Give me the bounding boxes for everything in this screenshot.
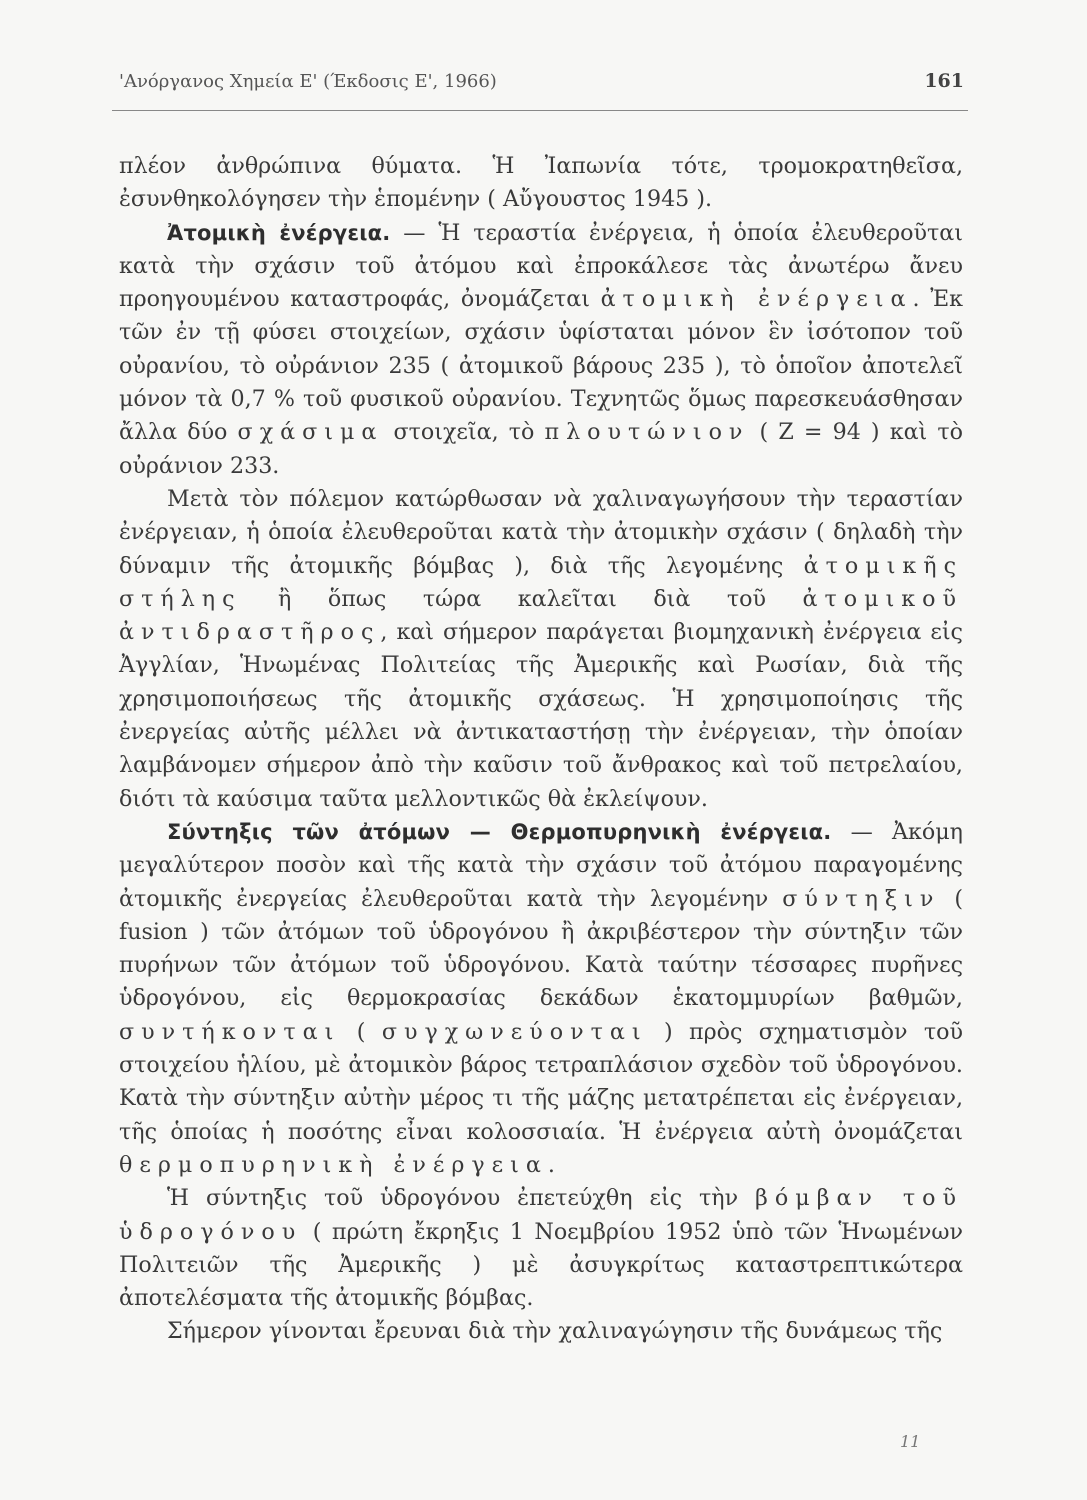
spaced-term: ἀτομικῆς στήλης	[119, 552, 963, 612]
text-run: (	[340, 1018, 382, 1045]
paragraph-atomic-energy	[119, 217, 963, 483]
text-run: ( Z = 94 ) καὶ τὸ οὐράνιον 233.	[119, 419, 964, 479]
text-run: ( πρώτη ἔκρηξις 1 Νοεμβρίου 1952 ὑπὸ τῶν Ἡνωμένων Πολιτειῶν τῆς Ἀμερικῆς ) μὲ ἀσυγκρίτως καταστρεπτικώτερα ἀποτελέσματα τῆς ἀτομικῆς βόμβας.	[119, 1218, 963, 1312]
text-run: . Ἐκ τῶν ἐν τῇ φύσει στοιχείων, σχάσιν ὑφίσταται μόνον ἓν ἰσότοπον τοῦ οὐρανίου, τὸ οὐράνιον 235 ( ἀτομικοῦ βάρους 235 ), τὸ ὁποῖον ἀποτελεῖ μόνον τὰ 0,7 % τοῦ φυσικοῦ οὐρανίου. Τεχνητῶς ὅμως παρεσκευάσθησαν ἄλλα δύο	[119, 286, 963, 446]
spaced-term: βόμβαν τοῦ ὑδρογόνου	[119, 1185, 963, 1245]
section-heading-atomic-energy: Ἀτομικὴ ἐνέργεια.	[167, 220, 391, 245]
page-body	[119, 150, 963, 1349]
text-run: , καὶ σήμερον παράγεται βιομηχανικὴ ἐνέργεια εἰς Ἀγγλίαν, Ἡνωμένας Πολιτείας τῆς Ἀμερικῆς καὶ Ρωσίαν, διὰ τῆς χρησιμοποιήσεως τῆς ἀτομικῆς σχάσεως. Ἡ χρησιμοποίησις τῆς ἐνεργείας αὐτῆς μέλλει νὰ ἀντικαταστήσῃ τὴν ἐνέργειαν, τὴν ὁποίαν λαμβάνομεν σήμερον ἀπὸ τὴν καῦσιν τοῦ ἄνθρακος καὶ τοῦ πετρελαίου, διότι τὰ καύσιμα ταῦτα μελλοντικῶς θὰ ἐκλείψουν.	[119, 619, 963, 812]
text-run: ) πρὸς σχηματισμὸν τοῦ στοιχείου ἡλίου, μὲ ἀτομικὸν βάρος τετραπλάσιον σχεδὸν τοῦ ὑδρογόνου. Κατὰ τὴν σύντηξιν αὐτὴν μέρος τι τῆς μάζης μετατρέπεται εἰς ἐνέργειαν, τῆς ὁποίας ἡ ποσότης εἶναι κολοσσιαία. Ἡ ἐνέργεια αὐτὴ ὀνομάζεται	[119, 1018, 963, 1145]
text-run: Ἡ σύντηξις τοῦ ὑδρογόνου ἐπετεύχθη εἰς τὴν	[167, 1185, 756, 1212]
spaced-term: συντήκονται	[119, 1018, 341, 1045]
running-header	[119, 70, 964, 92]
text-run: — Ἡ τεραστία ἐνέργεια, ἡ ὁποία ἐλευθεροῦται κατὰ τὴν σχάσιν τοῦ ἀτόμου καὶ ἐπροκάλεσε τὰς ἀνωτέρω ἄνευ προηγουμένου καταστροφάς, ὀνομάζεται	[119, 219, 963, 313]
spaced-term: σύντηξιν	[782, 885, 941, 912]
text-run: Μετὰ τὸν πόλεμον κατώρθωσαν νὰ χαλιναγωγήσουν τὴν τεραστίαν ἐνέργειαν, ἡ ὁποία ἐλευθεροῦται κατὰ τὴν ἀτομικὴν σχάσιν ( δηλαδὴ τὴν δύναμιν τῆς ἀτομικῆς βόμβας ), διὰ τῆς λεγομένης	[119, 485, 963, 579]
text-run: ἢ ὅπως τώρα καλεῖται διὰ τοῦ	[241, 585, 803, 612]
spaced-term: συγχωνεύονται	[381, 1018, 648, 1045]
header-rule	[112, 110, 968, 111]
spaced-term: ἀτομικοῦ ἀντιδραστῆρος	[119, 585, 963, 646]
paragraph-hydrogen-bomb	[119, 1182, 963, 1315]
paragraph-fusion	[119, 816, 963, 1182]
paragraph-1: πλέον ἀνθρώπινα θύματα. Ἡ Ἰαπωνία τότε, τρομοκρατηθεῖσα, ἐσυνθηκολόγησεν τὴν ἑπομένην ( Αὔγουστος 1945 ).	[119, 153, 963, 213]
page-number: 161	[924, 70, 964, 92]
paragraph-reactor	[119, 483, 963, 816]
spaced-term: σχάσιμα	[237, 419, 384, 446]
text-run: στοιχεῖα, τὸ	[383, 419, 545, 446]
section-heading-fusion: Σύντηξις τῶν ἀτόμων — Θερμοπυρηνικὴ ἐνέργεια.	[167, 819, 832, 844]
signature-mark: 11	[900, 1432, 921, 1451]
spaced-term: ἀτομικὴ ἐνέργεια	[600, 286, 913, 313]
spaced-term: θερμοπυρηνικὴ ἐνέργεια	[119, 1151, 548, 1178]
text-run: — Ἀκόμη μεγαλύτερον ποσὸν καὶ τῆς κατὰ τὴν σχάσιν τοῦ ἀτόμου παραγομένης ἀτομικῆς ἐνεργείας ἐλευθεροῦται κατὰ τὴν λεγομένην	[119, 818, 963, 912]
paragraph-last: Σήμερον γίνονται ἔρευναι διὰ τὴν χαλιναγώγησιν τῆς δυνάμεως τῆς	[167, 1318, 943, 1345]
running-title: 'Ανόργανος Χημεία Ε' (Έκδοσις Ε', 1966)	[119, 71, 497, 92]
text-run: ( fusion ) τῶν ἀτόμων τοῦ ὑδρογόνου ἢ ἀκριβέστερον τὴν σύντηξιν τῶν πυρήνων τῶν ἀτόμων τοῦ ὑδρογόνου. Κατὰ ταύτην τέσσαρες πυρῆνες ὑδρογόνου, εἰς θερμοκρασίας δεκάδων ἑκατομμυρίων βαθμῶν,	[119, 885, 963, 1012]
spaced-term: πλουτώνιον	[544, 419, 750, 446]
text-run: .	[547, 1151, 555, 1178]
